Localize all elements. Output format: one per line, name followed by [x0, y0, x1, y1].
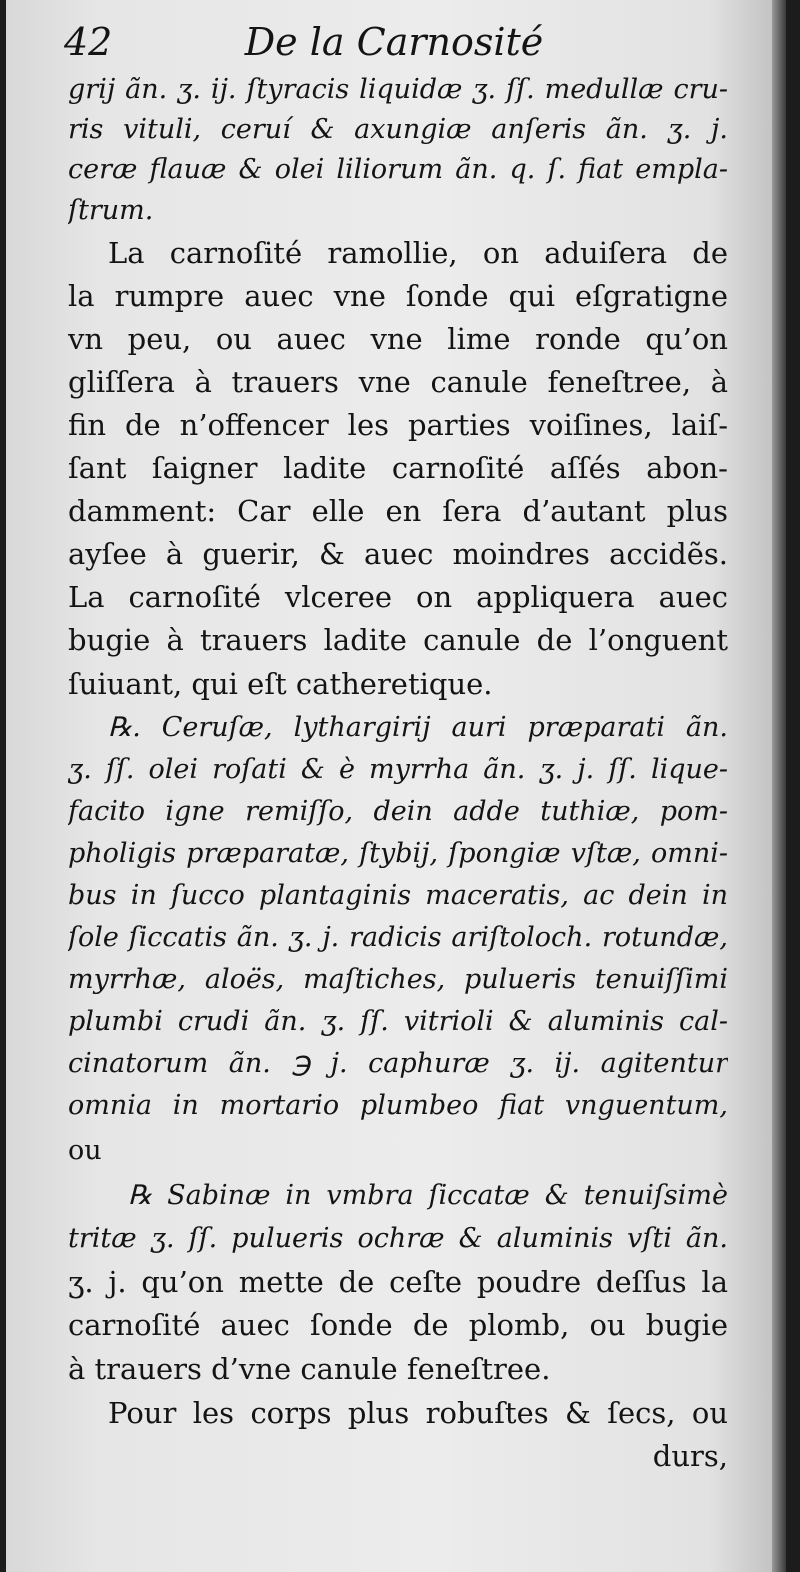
text-line: ſtrum. [68, 195, 154, 226]
text-line: ſuiuant, qui eſt catheretique. [68, 667, 493, 701]
text-line: ℞. Ceruſæ, lythargirij auri præparati ãn. [108, 712, 728, 743]
text-line: ʒ. j. qu’on mette de ceſte poudre deſſus la [68, 1265, 728, 1299]
text-line: fin de n’offencer les parties voiſines, laiſ- [68, 408, 728, 442]
text-line: ſole ſiccatis ãn. ʒ. j. radicis ariſtoloch. rotundæ, [68, 922, 728, 953]
text-line: bus in ſucco plantaginis maceratis, ac dein in [68, 880, 728, 911]
text-line: durs, [652, 1439, 728, 1473]
running-title: De la Carnosité [244, 20, 544, 64]
text-line: La carnoſité ramollie, on aduiſera de [108, 236, 728, 270]
text-line: bugie à trauers ladite canule de l’onguent [68, 623, 728, 657]
text-line: La carnoſité vlceree on appliquera auec [68, 580, 728, 614]
text-line: cinatorum ãn. ℈ j. caphuræ ʒ. ij. agitentur [68, 1048, 728, 1079]
text-line: ℞ Sabinæ in vmbra ſiccatæ & tenuiſsimè [128, 1180, 728, 1211]
text-line: à trauers d’vne canule feneſtree. [68, 1352, 551, 1386]
book-page [6, 0, 786, 1572]
text-line: myrrhæ, aloës, maſtiches, pulueris tenuiſſimi [68, 964, 728, 995]
page-gutter-shadow [772, 0, 786, 1572]
text-line: grij ãn. ʒ. ij. ſtyracis liquidæ ʒ. ſſ. medullæ cru- [68, 74, 728, 105]
text-line: ſant ſaigner ladite carnoſité aſſés abon- [68, 451, 728, 485]
text-line: ceræ flauæ & olei liliorum ãn. q. ſ. fiat empla- [68, 154, 728, 185]
text-line: damment: Car elle en ſera d’autant plus [68, 494, 728, 528]
text-line: pholigis præparatæ, ſtybij, ſpongiæ vſtæ, omni- [68, 838, 728, 869]
text-line: ayſee à guerir, & auec moindres accidẽs. [68, 537, 728, 571]
text-line: carnoſité auec ſonde de plomb, ou bugie [68, 1308, 728, 1342]
page-number: 42 [64, 20, 113, 64]
text-line: ʒ. ſſ. olei roſati & è myrrha ãn. ʒ. j. ſſ. lique- [68, 754, 728, 785]
text-line: gliſſera à trauers vne canule feneſtree, à [68, 365, 728, 399]
text-line: vn peu, ou auec vne lime ronde qu’on [68, 322, 728, 356]
text-block [68, 70, 728, 1478]
text-line: la rumpre auec vne ſonde qui eſgratigne [68, 279, 728, 313]
text-line: ou [68, 1135, 102, 1166]
text-line: omnia in mortario plumbeo fiat vnguentum, [68, 1090, 728, 1121]
text-line: plumbi crudi ãn. ʒ. ſſ. vitrioli & aluminis cal- [68, 1006, 728, 1037]
text-line: Pour les corps plus robuſtes & ſecs, ou [108, 1396, 728, 1430]
text-line: facito igne remiſſo, dein adde tuthiæ, pom- [68, 796, 728, 827]
text-line: ris vituli, ceruí & axungiæ anſeris ãn. ʒ. j. [68, 114, 728, 145]
text-line: tritæ ʒ. ſſ. pulueris ochræ & aluminis vſti ãn. [68, 1223, 728, 1254]
page-header [64, 14, 724, 70]
